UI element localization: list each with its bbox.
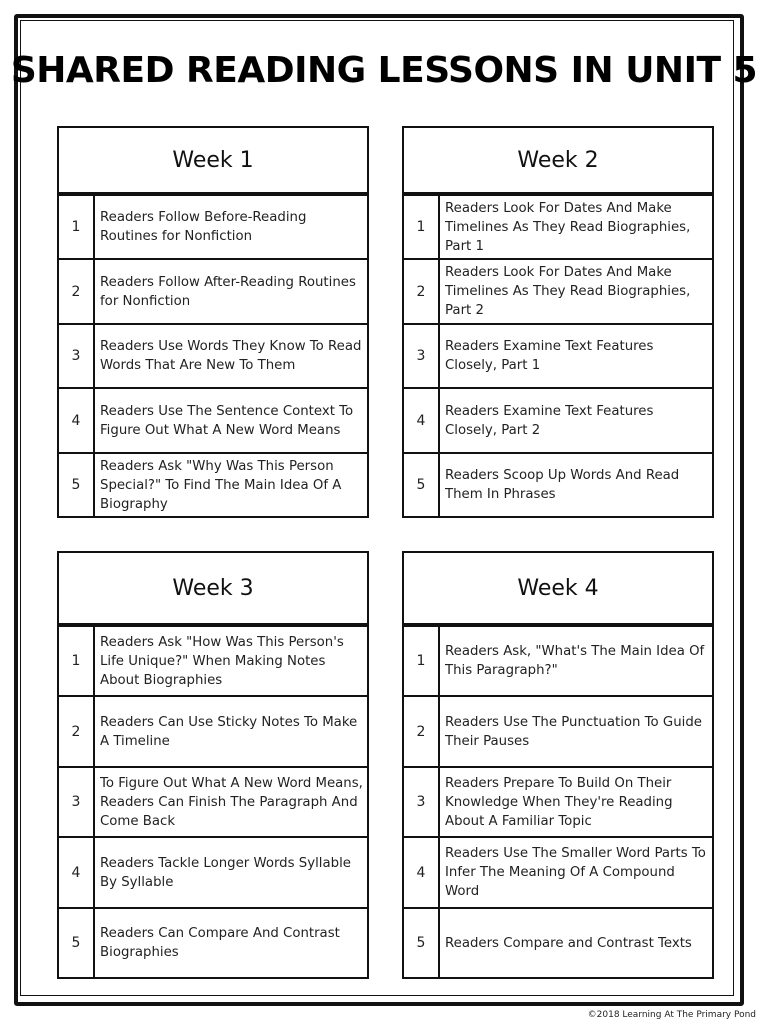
lesson-title: Readers Examine Text Features Closely, Part 2 — [445, 403, 654, 438]
page-title: SHARED READING LESSONS IN UNIT 5 — [10, 50, 758, 91]
week-header: Week 3 — [59, 553, 367, 625]
week-header: Week 2 — [404, 128, 712, 194]
lesson-title: Readers Examine Text Features Closely, Part 1 — [445, 339, 654, 373]
lesson-number: 5 — [404, 454, 440, 516]
lesson-title: To Figure Out What A New Word Means, Readers Can Finish The Paragraph And Come Back — [100, 775, 363, 829]
lesson-title: Readers Use The Smaller Word Parts To Infer The Meaning Of A Compound Word — [445, 846, 706, 899]
lesson-number: 3 — [404, 768, 440, 836]
lesson-number: 3 — [59, 768, 95, 836]
lesson-title: Readers Ask "Why Was This Person Special?" To Find The Main Idea Of A Biography — [100, 458, 342, 512]
week-4-table — [402, 551, 714, 979]
lesson-number: 2 — [404, 697, 440, 766]
lesson-row — [59, 907, 367, 977]
lesson-row — [59, 625, 367, 695]
lesson-number: 3 — [59, 325, 95, 387]
lesson-row — [59, 836, 367, 907]
lesson-number: 5 — [404, 909, 440, 977]
lesson-title: Readers Prepare To Build On Their Knowledge When They're Reading About A Familiar Topic — [445, 775, 673, 829]
lesson-row — [404, 323, 712, 387]
lesson-number: 4 — [404, 838, 440, 907]
lesson-row — [404, 695, 712, 766]
week-1-table — [57, 126, 369, 518]
lesson-title: Readers Use Words They Know To Read Words That Are New To Them — [100, 339, 362, 373]
lesson-title: Readers Ask, "What's The Main Idea Of This Paragraph?" — [445, 644, 705, 678]
lesson-row — [404, 452, 712, 516]
lesson-title: Readers Compare and Contrast Texts — [445, 935, 692, 951]
lesson-title: Readers Can Compare And Contrast Biographies — [100, 926, 340, 960]
lesson-row — [404, 766, 712, 836]
lesson-title: Readers Follow Before-Reading Routines for Nonfiction — [100, 210, 307, 244]
lesson-title: Readers Use The Sentence Context To Figure Out What A New Word Means — [100, 403, 354, 438]
lesson-row — [59, 323, 367, 387]
lesson-title: Readers Use The Punctuation To Guide Their Pauses — [445, 714, 702, 749]
lesson-number: 4 — [59, 389, 95, 452]
lesson-row — [59, 387, 367, 452]
lesson-title: Readers Can Use Sticky Notes To Make A Timeline — [100, 714, 358, 749]
lesson-number: 1 — [59, 627, 95, 695]
week-header: Week 1 — [59, 128, 367, 194]
lesson-title: Readers Follow After-Reading Routines for Nonfiction — [100, 274, 356, 309]
lesson-number: 1 — [404, 627, 440, 695]
week-2-table — [402, 126, 714, 518]
lesson-row — [59, 452, 367, 516]
lesson-number: 5 — [59, 454, 95, 516]
lesson-row — [404, 836, 712, 907]
lesson-row — [404, 625, 712, 695]
lesson-title: Readers Scoop Up Words And Read Them In Phrases — [445, 468, 680, 502]
lesson-title: Readers Look For Dates And Make Timelines As They Read Biographies, Part 2 — [445, 265, 691, 318]
lesson-number: 4 — [404, 389, 440, 452]
lesson-row — [59, 766, 367, 836]
week-3-table — [57, 551, 369, 979]
week-header: Week 4 — [404, 553, 712, 625]
lesson-number: 2 — [59, 260, 95, 323]
lesson-row — [404, 907, 712, 977]
copyright-footer: ©2018 Learning At The Primary Pond — [587, 1010, 756, 1020]
lesson-number: 5 — [59, 909, 95, 977]
lesson-number: 1 — [59, 196, 95, 258]
lesson-title: Readers Look For Dates And Make Timelines As They Read Biographies, Part 1 — [445, 200, 691, 254]
lesson-number: 3 — [404, 325, 440, 387]
lesson-number: 2 — [59, 697, 95, 766]
lesson-title: Readers Tackle Longer Words Syllable By Syllable — [100, 855, 351, 890]
lesson-row — [59, 258, 367, 323]
lesson-row — [59, 695, 367, 766]
lesson-number: 2 — [404, 260, 440, 323]
lesson-row — [404, 258, 712, 323]
lesson-title: Readers Ask "How Was This Person's Life Unique?" When Making Notes About Biographies — [100, 634, 344, 688]
lesson-row — [404, 387, 712, 452]
lesson-row — [59, 194, 367, 258]
lesson-number: 1 — [404, 196, 440, 258]
lesson-row — [404, 194, 712, 258]
lesson-number: 4 — [59, 838, 95, 907]
